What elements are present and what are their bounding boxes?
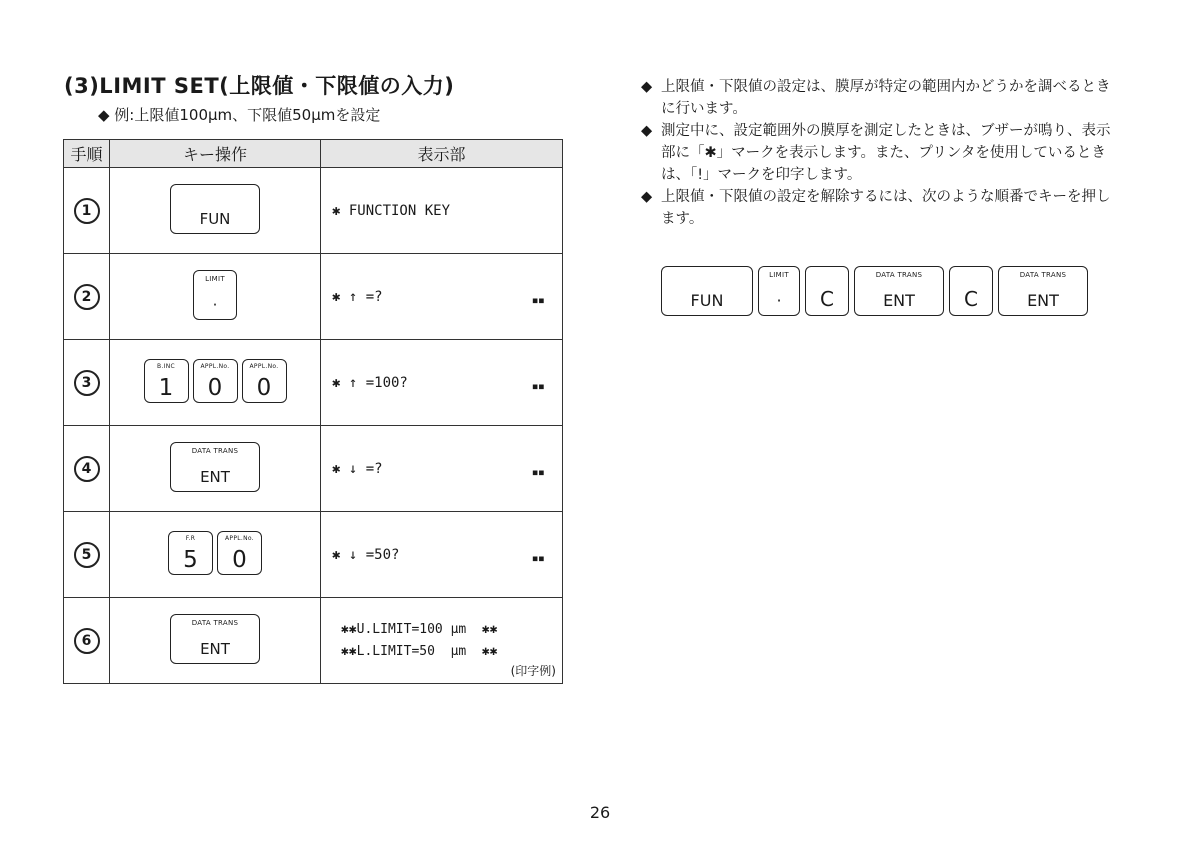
print-line-lower: ✱✱L.LIMIT=50 μm ✱✱: [341, 644, 498, 659]
step-number-cell: [64, 598, 110, 684]
note-item: ◆ 上限値・下限値の設定は、膜厚が特定の範囲内かどうかを調べるときに行います。: [641, 76, 1111, 120]
display-indicator: ▪▪: [531, 292, 544, 307]
key-operation-cell: [110, 598, 321, 684]
key-sublabel: F.R: [185, 534, 196, 542]
header-key-operation: キー操作: [110, 140, 321, 168]
display-text: ✱ FUNCTION KEY: [332, 202, 451, 219]
display-cell: [321, 426, 563, 512]
display-indicator: ▪▪: [531, 550, 544, 565]
key-label: 5: [183, 546, 198, 573]
key-label: FUN: [199, 209, 231, 228]
display-cell: [321, 168, 563, 254]
sequence-key: [661, 266, 753, 316]
step-number: 1: [74, 198, 100, 224]
sequence-key: [949, 266, 993, 316]
diamond-bullet-icon: ◆: [641, 189, 653, 205]
key-label: FUN: [690, 291, 724, 310]
display-indicator: ▪▪: [531, 464, 544, 479]
keypad-key: [170, 614, 260, 664]
key-operation-cell: [110, 254, 321, 340]
diamond-bullet-icon: ◆: [641, 79, 653, 95]
diamond-bullet-icon: ◆: [641, 123, 653, 139]
note-item: ◆ 測定中に、設定範囲外の膜厚を測定したときは、ブザーが鳴り、表示部に「✱」マークを表示します。また、プリンタを使用しているときは、「!」マークを印字します。: [641, 120, 1111, 186]
key-label: ENT: [1027, 291, 1059, 310]
step-number: 6: [74, 628, 100, 654]
step-number-cell: [64, 254, 110, 340]
keypad-key: [193, 270, 237, 320]
key-sublabel: DATA TRANS: [1019, 271, 1067, 279]
key-sublabel: APPL.No.: [249, 362, 279, 370]
keypad-key: [170, 184, 260, 234]
key-sublabel: B.INC: [157, 362, 175, 370]
cancel-key-sequence: [661, 266, 1088, 316]
key-sublabel: APPL.No.: [200, 362, 230, 370]
table-row: [64, 254, 563, 340]
keypad-key: [144, 359, 189, 403]
key-label: C: [964, 287, 978, 311]
key-operation-cell: [110, 512, 321, 598]
section-title: (3)LIMIT SET(上限値・下限値の入力): [64, 74, 455, 98]
key-label: C: [820, 287, 834, 311]
display-text: ✱ ↓ =?: [332, 460, 383, 477]
display-cell: [321, 512, 563, 598]
key-operation-cell: [110, 426, 321, 512]
keypad-key: [193, 359, 238, 403]
display-indicator: ▪▪: [531, 378, 544, 393]
note-item: ◆ 上限値・下限値の設定を解除するには、次のような順番でキーを押します。: [641, 186, 1111, 230]
sequence-key: [998, 266, 1088, 316]
key-label: 0: [256, 374, 272, 401]
sequence-key: [854, 266, 944, 316]
step-number-cell: [64, 512, 110, 598]
keypad-key: [242, 359, 287, 403]
step-number-cell: [64, 340, 110, 426]
display-text: ✱ ↑ =100?: [332, 374, 408, 391]
step-number: 2: [74, 284, 100, 310]
keypad-key: [217, 531, 262, 575]
key-sublabel: LIMIT: [769, 271, 789, 279]
table-row: [64, 426, 563, 512]
example-text: ◆ 例:上限値100μm、下限値50μmを設定: [98, 106, 381, 124]
key-label: ENT: [883, 291, 915, 310]
table-header-row: [64, 140, 563, 168]
table-row: [64, 168, 563, 254]
key-label: ·: [776, 291, 782, 310]
display-text: ✱ ↑ =?: [332, 288, 383, 305]
keypad-key: [168, 531, 213, 575]
table-row: [64, 598, 563, 684]
print-example-note: (印字例): [510, 664, 556, 678]
sequence-key: [758, 266, 800, 316]
step-number-cell: [64, 426, 110, 512]
header-display: 表示部: [321, 140, 563, 168]
table-row: [64, 512, 563, 598]
key-label: ·: [212, 295, 218, 314]
key-sublabel: DATA TRANS: [191, 446, 239, 455]
key-operation-cell: [110, 168, 321, 254]
key-sublabel: DATA TRANS: [875, 271, 923, 279]
procedure-table: [63, 139, 563, 684]
key-sublabel: DATA TRANS: [191, 618, 239, 627]
display-cell: [321, 254, 563, 340]
page-number: 26: [589, 803, 611, 822]
key-label: 0: [232, 546, 247, 573]
step-number: 5: [74, 542, 100, 568]
keypad-key: [170, 442, 260, 492]
print-line-upper: ✱✱U.LIMIT=100 μm ✱✱: [341, 622, 498, 637]
sequence-key: [805, 266, 849, 316]
key-label: ENT: [200, 467, 230, 486]
step-number-cell: [64, 168, 110, 254]
key-sublabel: APPL.No.: [225, 534, 254, 542]
step-number: 4: [74, 456, 100, 482]
key-operation-cell: [110, 340, 321, 426]
display-text: ✱ ↓ =50?: [332, 546, 400, 563]
key-label: ENT: [200, 639, 230, 658]
notes-list: [641, 76, 1111, 230]
table-row: [64, 340, 563, 426]
display-cell: [321, 598, 563, 684]
header-step: 手順: [64, 140, 110, 168]
key-label: 0: [207, 374, 223, 401]
display-cell: [321, 340, 563, 426]
key-label: 1: [158, 374, 174, 401]
step-number: 3: [74, 370, 100, 396]
key-sublabel: LIMIT: [205, 274, 225, 283]
